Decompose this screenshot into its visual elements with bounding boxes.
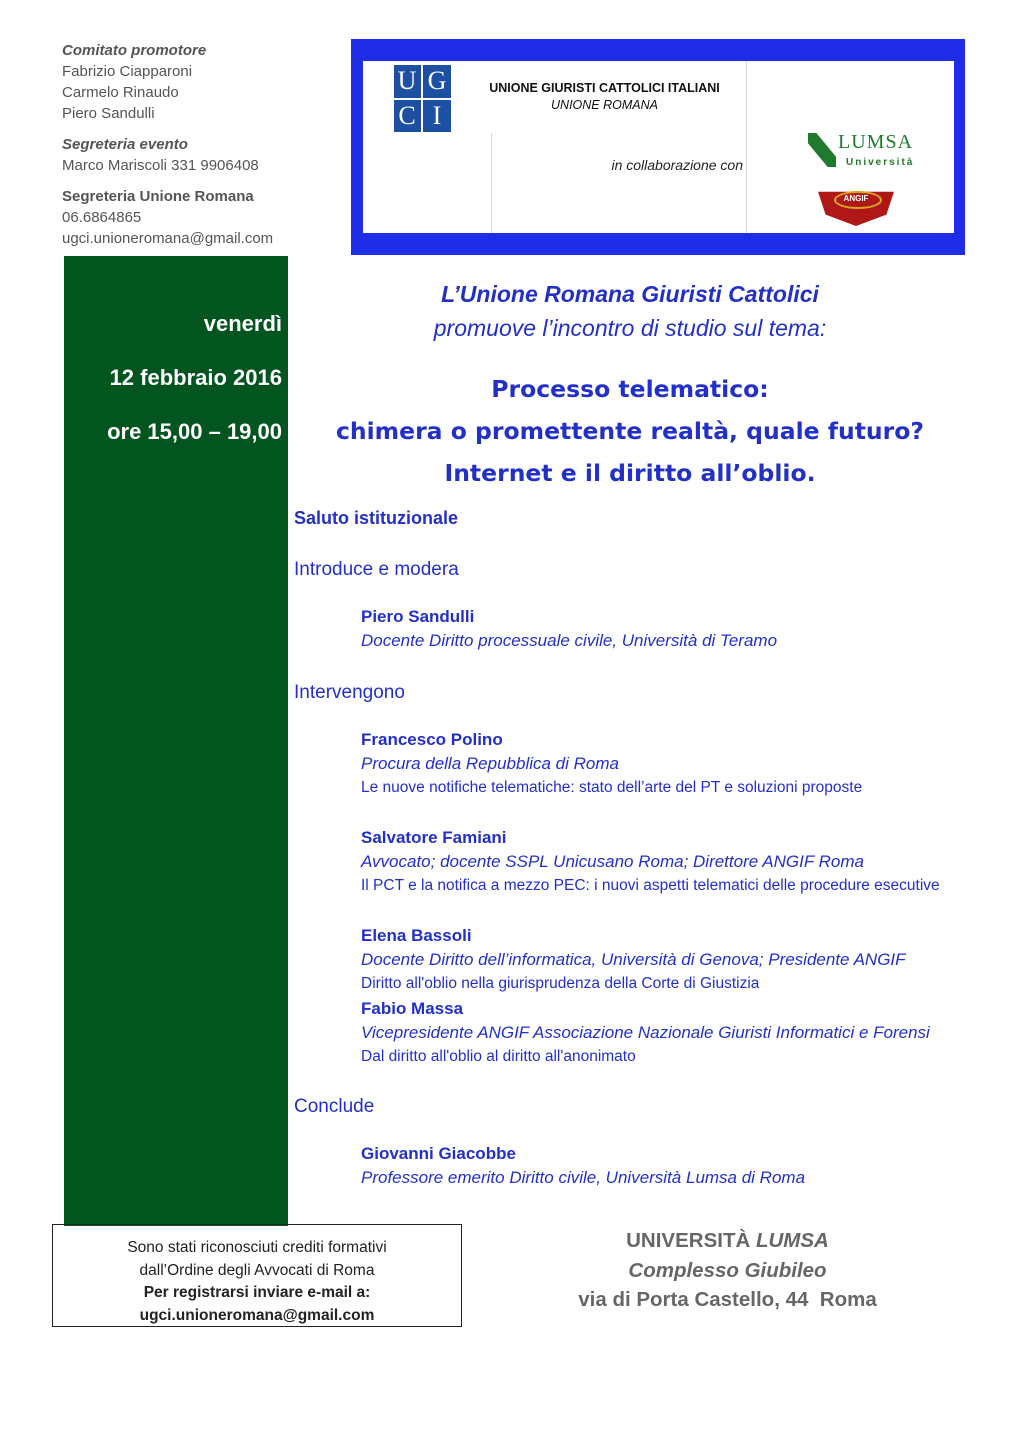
moderator-entry <box>361 605 981 653</box>
logo-letter: I <box>432 101 442 130</box>
speaker-topic: Diritto all'oblio nella giurisprudenza della Corte di Giustizia <box>361 975 760 992</box>
header-frame <box>351 39 965 255</box>
closing-entry <box>361 1142 981 1190</box>
header-panel <box>363 61 954 233</box>
venue-university <box>560 1226 895 1256</box>
intro-line-1: L’Unione Romana Giuristi Cattolici <box>441 281 819 307</box>
credits-line-2: dall’Ordine degli Avvocati di Roma <box>139 1261 375 1279</box>
speaker-entry <box>361 924 981 996</box>
org-sub: UNIONE ROMANA <box>551 98 658 112</box>
credits-register: Per registrarsi inviare e-mail a: <box>143 1284 371 1301</box>
logo-letter: U <box>397 66 417 95</box>
promoter-name: Piero Sandulli <box>62 105 155 122</box>
speaker-topic: Il PCT e la notifica a mezzo PEC: i nuovi aspetti telematici delle procedure esecutive <box>361 877 940 894</box>
speaker-role: Professore emerito Diritto civile, Università Lumsa di Roma <box>361 1168 806 1187</box>
collab-text: in collaborazione con <box>611 157 743 173</box>
union-secretary-label: Segreteria Unione Romana <box>62 188 254 205</box>
speaker-role: Docente Diritto processuale civile, Università di Teramo <box>361 631 778 650</box>
speaker-role: Procura della Repubblica di Roma <box>361 754 619 773</box>
speaker-name: Francesco Polino <box>361 730 503 749</box>
title-line-2: chimera o promettente realtà, quale futuro? <box>335 417 925 445</box>
title-line-1: Processo telematico: <box>491 375 769 403</box>
credits-email: ugci.unioneromana@gmail.com <box>139 1306 375 1324</box>
event-title <box>296 368 964 494</box>
closing-label: Conclude <box>294 1096 375 1117</box>
event-secretary-label: Segreteria evento <box>62 136 188 153</box>
union-email: ugci.unioneromana@gmail.com <box>62 230 274 247</box>
venue-complex: Complesso Giubileo <box>628 1258 827 1282</box>
speakers-label: Intervengono <box>294 682 405 703</box>
lumsa-sub: Università <box>846 157 915 168</box>
header-divider <box>491 133 492 233</box>
speaker-entry <box>361 826 981 898</box>
ugci-logo <box>394 65 451 132</box>
moderator-label: Introduce e modera <box>294 559 459 580</box>
venue-university-prefix: UNIVERSITÀ <box>626 1229 751 1252</box>
promoter-name: Fabrizio Ciapparoni <box>62 63 193 80</box>
committee-block <box>62 40 342 249</box>
event-secretary-contact: Marco Mariscoli 331 9906408 <box>62 157 259 174</box>
angif-logo <box>818 188 894 226</box>
venue-block <box>560 1226 895 1315</box>
lumsa-name: LUMSA <box>838 131 914 153</box>
org-title <box>468 81 741 112</box>
logo-letter: G <box>427 66 447 95</box>
credits-box <box>52 1224 462 1327</box>
union-phone: 06.6864865 <box>62 209 142 226</box>
intro-line-2: promuove l’incontro di studio sul tema: <box>433 315 827 341</box>
greeting-label: Saluto istituzionale <box>294 508 459 528</box>
credits-line-1: Sono stati riconosciuti crediti formativi <box>127 1239 387 1256</box>
speaker-entry <box>361 997 981 1069</box>
venue-university-name: LUMSA <box>755 1229 829 1252</box>
venue-address: via di Porta Castello, 44 Roma <box>578 1288 877 1311</box>
event-date: 12 febbraio 2016 <box>109 365 282 390</box>
date-sidebar <box>64 256 288 1226</box>
speaker-role: Vicepresidente ANGIF Associazione Nazionale Giuristi Informatici e Forensi <box>361 1023 930 1042</box>
title-line-3: Internet e il diritto all’oblio. <box>444 459 816 487</box>
promoter-label: Comitato promotore <box>62 42 207 59</box>
lumsa-mark-icon <box>808 133 836 167</box>
lumsa-logo <box>808 131 918 175</box>
speaker-topic: Le nuove notifiche telematiche: stato dell’arte del PT e soluzioni proposte <box>361 779 863 796</box>
header-divider <box>746 61 747 233</box>
logo-letter: C <box>398 101 416 130</box>
speaker-name: Elena Bassoli <box>361 926 472 945</box>
promoter-name: Carmelo Rinaudo <box>62 84 179 101</box>
speaker-name: Giovanni Giacobbe <box>361 1144 516 1163</box>
event-weekday: venerdì <box>203 311 282 336</box>
speaker-topic: Dal diritto all'oblio al diritto all'anonimato <box>361 1048 636 1065</box>
angif-text: ANGIF <box>843 194 869 203</box>
speaker-name: Piero Sandulli <box>361 607 475 626</box>
org-name: UNIONE GIURISTI CATTOLICI ITALIANI <box>489 81 720 95</box>
speaker-entry <box>361 728 981 800</box>
event-time: ore 15,00 – 19,00 <box>107 419 282 444</box>
speaker-name: Salvatore Famiani <box>361 828 507 847</box>
speaker-role: Docente Diritto dell’informatica, Università di Genova; Presidente ANGIF <box>361 950 906 969</box>
speaker-name: Fabio Massa <box>361 999 464 1018</box>
speaker-role: Avvocato; docente SSPL Unicusano Roma; Direttore ANGIF Roma <box>361 852 865 871</box>
